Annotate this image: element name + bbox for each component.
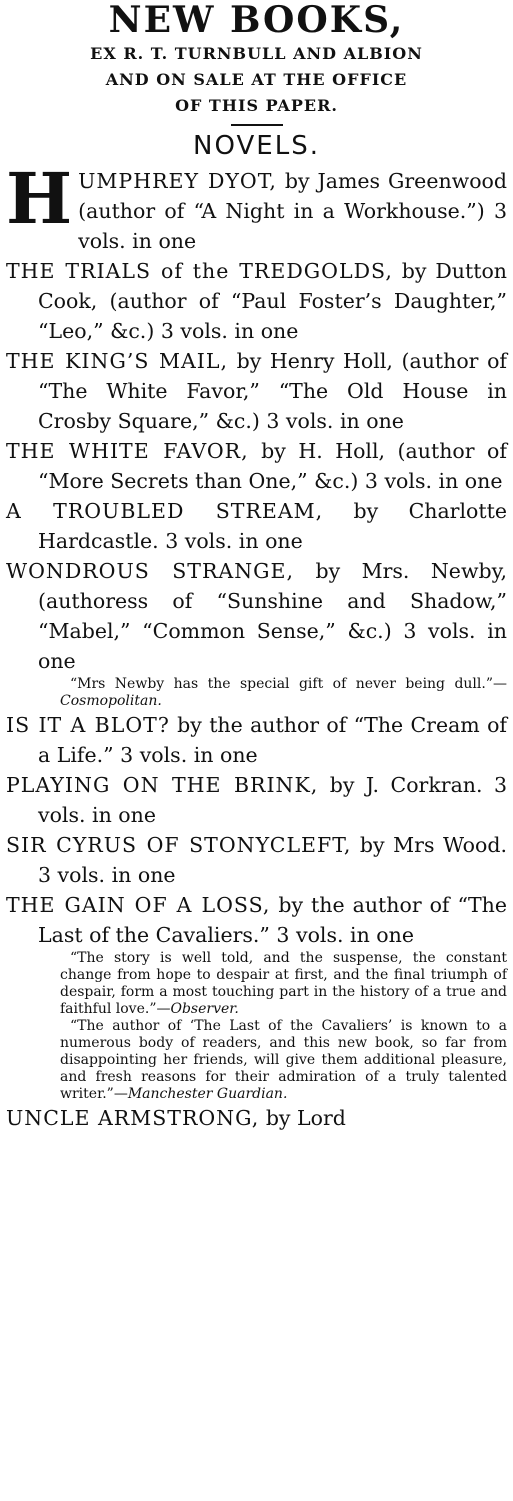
book-title: UNCLE ARMSTRONG, <box>6 1106 260 1130</box>
book-details: by Mrs. Newby, (authoress of “Sunshine and Shadow,” “Mabel,” “Common Sense,” &c.) 3 vols. in one <box>38 559 507 673</box>
quote-text: “Mrs Newby has the special gift of never being dull.”— <box>70 676 507 692</box>
book-entry-troubled-stream <box>6 496 507 556</box>
book-entry-uncle-armstrong <box>6 1103 507 1133</box>
book-entry-trials-of-tredgolds <box>6 256 507 346</box>
book-title: THE WHITE FAVOR, <box>6 439 249 463</box>
book-details: by Charlotte Hardcastle. 3 vols. in one <box>38 499 507 553</box>
book-entry-humphrey-dyot <box>6 157 508 256</box>
book-title: WONDROUS STRANGE, <box>6 559 295 583</box>
book-entry-is-it-a-blot <box>6 710 507 770</box>
subheading-line-3: OF THIS PAPER. <box>175 96 338 115</box>
book-details: by James Greenwood (author of “A Night in a Workhouse.”) 3 vols. in one <box>78 169 508 253</box>
review-quote-manchester-guardian <box>6 1018 507 1103</box>
book-title: THE GAIN OF A LOSS, <box>6 893 271 917</box>
subheading-line-2: AND ON SALE AT THE OFFICE <box>105 70 408 89</box>
book-details: by J. Corkran. 3 vols. in one <box>38 773 507 827</box>
review-quote-cosmopolitan <box>6 676 507 710</box>
headline-new-books: NEW BOOKS, <box>108 0 405 41</box>
drop-cap-letter: H <box>6 157 73 240</box>
book-title: A TROUBLED STREAM, <box>6 499 324 523</box>
subheading-line-1: EX R. T. TURNBULL AND ALBION <box>90 44 423 63</box>
quote-source: Observer. <box>170 1001 239 1017</box>
book-title: THE TRIALS of the TREDGOLDS, <box>6 259 393 283</box>
book-details: by Lord <box>259 1106 346 1130</box>
section-heading-novels: NOVELS. <box>193 131 320 161</box>
book-details: by H. Holl, (author of “More Secrets than One,” &c.) 3 vols. in one <box>38 439 507 493</box>
book-title: IS IT A BLOT? <box>6 713 170 737</box>
quote-text: “The author of ‘The Last of the Cavaliers’ is known to a numerous body of readers, and this new book, so far from disappointing her friends, will give them additional pleasure, and fresh reasons for their admiration of a truly talented writer.”— <box>60 1018 507 1102</box>
book-entry-gain-of-a-loss <box>6 890 507 950</box>
book-entry-sir-cyrus <box>6 830 507 890</box>
divider-rule <box>231 124 283 126</box>
book-entry-playing-on-the-brink <box>6 770 507 830</box>
review-quote-observer <box>6 950 507 1018</box>
quote-source: Cosmopolitan. <box>60 693 162 709</box>
book-details: by the author of “The Cream of a Life.” 3 vols. in one <box>38 713 507 767</box>
book-title: PLAYING ON THE BRINK, <box>6 773 319 797</box>
book-title: THE KING’S MAIL, <box>6 349 228 373</box>
book-details: by Dutton Cook, (author of “Paul Foster’s Daughter,” “Leo,” &c.) 3 vols. in one <box>38 259 507 343</box>
book-entry-wondrous-strange <box>6 556 507 676</box>
book-details: by the author of “The Last of the Cavaliers.” 3 vols. in one <box>38 893 507 947</box>
book-entry-kings-mail <box>6 346 507 436</box>
quote-source: Manchester Guardian. <box>127 1086 288 1102</box>
book-details: by Mrs Wood. 3 vols. in one <box>38 833 507 887</box>
book-title: SIR CYRUS OF STONYCLEFT, <box>6 833 352 857</box>
book-entry-white-favor <box>6 436 507 496</box>
quote-text: “The story is well told, and the suspense, the constant change from hope to despair at first, and the final triumph of despair, form a most touching part in the history of a true and faithful love.”— <box>60 950 507 1017</box>
book-details: by Henry Holl, (author of “The White Favor,” “The Old House in Crosby Square,” &c.) 3 vols. in one <box>38 349 507 433</box>
book-title: UMPHREY DYOT, <box>78 169 277 193</box>
